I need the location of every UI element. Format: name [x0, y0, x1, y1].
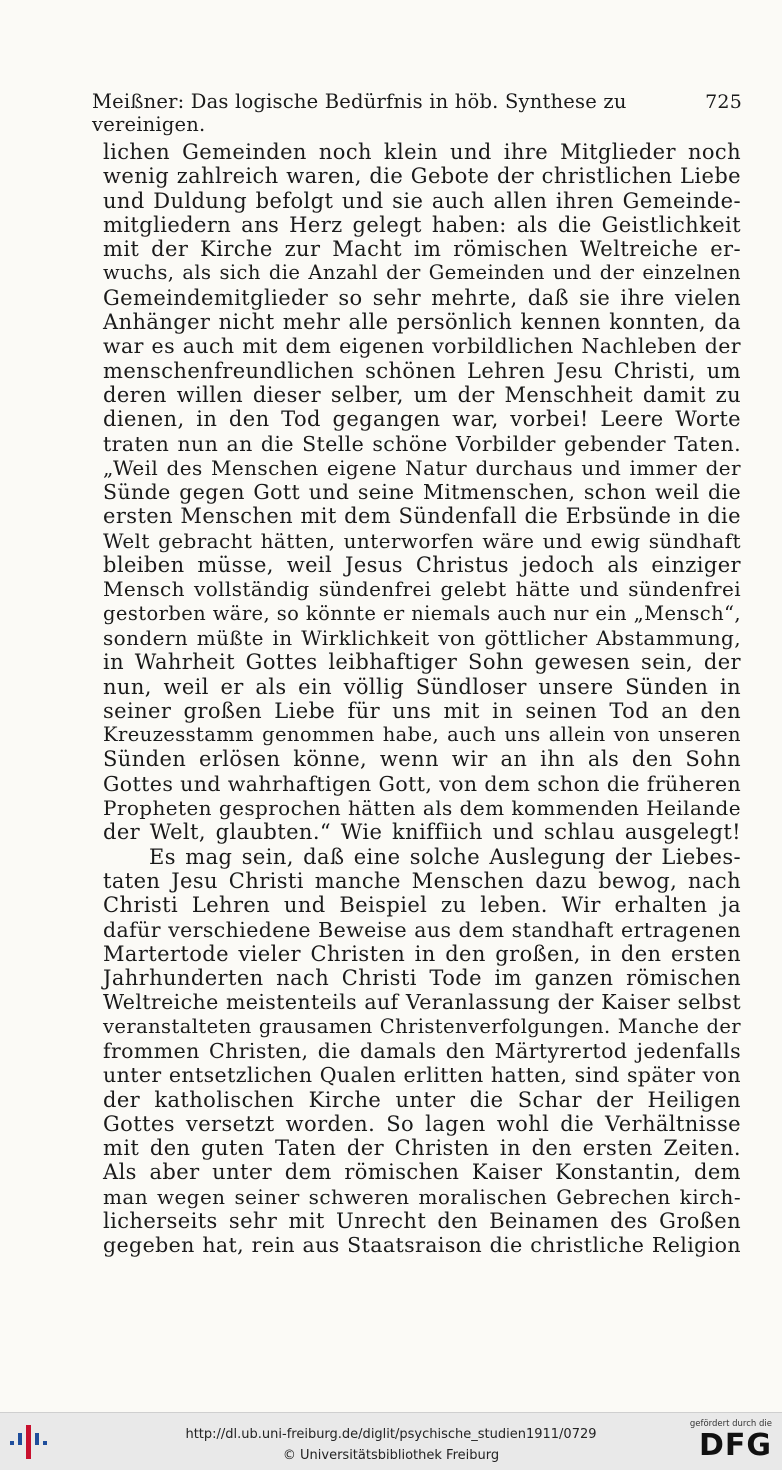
text-line: menschenfreundlichen schönen Lehren Jesu Christi, um [103, 358, 741, 383]
text-line: veranstalteten grausamen Christenverfolgungen. Manche der [103, 1014, 741, 1038]
text-line: taten Jesu Christi manche Menschen dazu bewog, nach [103, 868, 741, 893]
running-title: Meißner: Das logische Bedürfnis in höb. Synthese zu vereinigen. [92, 90, 627, 136]
text-line: wenig zahlreich waren, die Gebote der christlichen Liebe [103, 164, 741, 189]
text-line: Als aber unter dem römischen Kaiser Konstantin, dem [103, 1160, 741, 1185]
text-line: und Duldung befolgt und sie auch allen ihren Gemeinde- [103, 188, 741, 213]
text-line: Sünden erlösen könne, wenn wir an ihn als den Sohn [103, 747, 741, 772]
text-line: sondern müßte in Wirklichkeit von göttlicher Abstammung, [103, 625, 741, 650]
page-number: 725 [705, 91, 742, 113]
text-line: unter entsetzlichen Qualen erlitten hatten, sind später von [103, 1063, 741, 1088]
text-line: ersten Menschen mit dem Sündenfall die Erbsünde in die [103, 504, 741, 529]
text-line: der Welt, glaubten.“ Wie kniffiich und schlau ausgelegt! [103, 820, 741, 845]
funder-note: gefördert durch die [689, 1419, 772, 1429]
text-line: gegeben hat, rein aus Staatsraison die christliche Religion [103, 1233, 741, 1258]
text-line: Sünde gegen Gott und seine Mitmenschen, schon weil die [103, 480, 741, 505]
text-line: gestorben wäre, so könnte er niemals auch nur ein „Mensch“, [103, 601, 741, 625]
text-line: Weltreiche meistenteils auf Veranlassung der Kaiser selbst [103, 990, 741, 1015]
text-line: „Weil des Menschen eigene Natur durchaus und immer der [103, 455, 741, 480]
text-line: Es mag sein, daß eine solche Auslegung der Liebes- [149, 844, 741, 869]
text-line: Christi Lehren und Beispiel zu leben. Wir erhalten ja [103, 893, 741, 918]
running-header [92, 90, 742, 136]
text-line: Anhänger nicht mehr alle persönlich kennen konnten, da [103, 310, 741, 335]
text-line: lichen Gemeinden noch klein und ihre Mitglieder noch [103, 140, 741, 164]
text-line: Jahrhunderten nach Christi Tode im ganzen römischen [103, 966, 741, 991]
text-line: dienen, in den Tod gegangen war, vorbei! Leere Worte [103, 407, 741, 432]
text-line: mit den guten Taten der Christen in den ersten Zeiten. [103, 1136, 741, 1161]
viewer-footer [0, 1412, 782, 1470]
text-line: Welt gebracht hätten, unterworfen wäre und ewig sündhaft [103, 528, 741, 553]
dfg-logo [688, 1419, 772, 1467]
text-line: Gottes versetzt worden. So lagen wohl die Verhältnisse [103, 1111, 741, 1136]
text-line: wuchs, als sich die Anzahl der Gemeinden und der einzelnen [103, 261, 741, 285]
copyright-notice: © Universitätsbibliothek Freiburg [282, 1448, 500, 1463]
text-line: in Wahrheit Gottes leibhaftiger Sohn gewesen sein, der [103, 650, 741, 675]
text-line: der katholischen Kirche unter die Schar der Heiligen [103, 1087, 741, 1112]
text-line: Kreuzesstamm genommen habe, auch uns allein von unseren [103, 723, 741, 747]
text-line: nun, weil er als ein völlig Sündloser unsere Sünden in [103, 674, 741, 699]
text-line: Mensch vollständig sündenfrei gelebt hätte und sündenfrei [103, 577, 741, 602]
text-line: war es auch mit dem eigenen vorbildlichen Nachleben der [103, 334, 741, 359]
text-line: mit der Kirche zur Macht im römischen Weltreiche er- [103, 237, 741, 262]
text-line: traten nun an die Stelle schöne Vorbilder gebender Taten. [103, 431, 741, 456]
text-line: bleiben müsse, weil Jesus Christus jedoch als einziger [103, 553, 741, 578]
permalink-url[interactable]: http://dl.ub.uni-freiburg.de/diglit/psychische_studien1911/0729 [185, 1427, 597, 1442]
text-line: Propheten gesprochen hätten als dem kommenden Heilande [103, 796, 741, 821]
text-line: licherseits sehr mit Unrecht den Beinamen des Großen [103, 1209, 741, 1234]
dfg-logo-text: DFG [698, 1428, 772, 1463]
text-line: mitgliedern ans Herz gelegt haben: als die Geistlichkeit [103, 212, 741, 237]
body-text [103, 140, 741, 1258]
text-line: Gemeindemitglieder so sehr mehrte, daß sie ihre vielen [103, 285, 741, 310]
text-line: deren willen dieser selber, um der Menschheit damit zu [103, 382, 741, 407]
text-line: frommen Christen, die damals den Märtyrertod jedenfalls [103, 1038, 741, 1063]
text-line: Gottes und wahrhaftigen Gott, von dem schon die früheren [103, 771, 742, 796]
text-line: man wegen seiner schweren moralischen Gebrechen kirch- [103, 1184, 741, 1209]
text-line: Martertode vieler Christen in den großen, in den ersten [103, 941, 741, 966]
text-line: seiner großen Liebe für uns mit in seinen Tod an den [103, 698, 741, 723]
text-line: dafür verschiedene Beweise aus dem standhaft ertragenen [103, 917, 741, 942]
